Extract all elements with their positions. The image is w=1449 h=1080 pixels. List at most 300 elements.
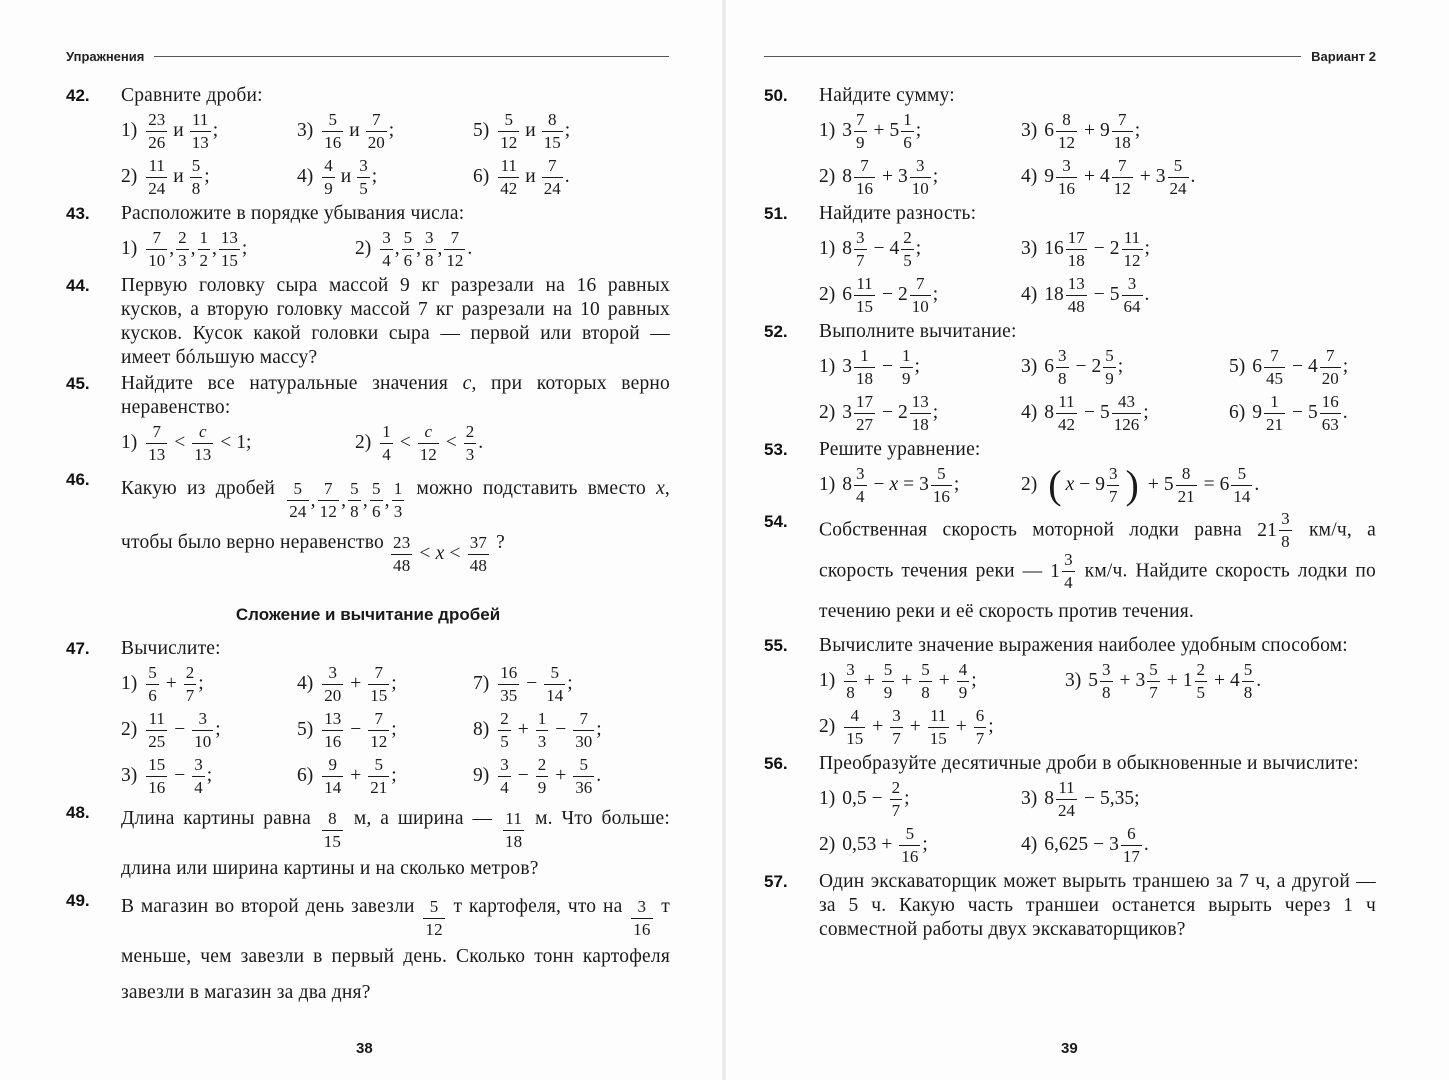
operator: <: [419, 543, 431, 564]
number: 9: [1100, 120, 1110, 141]
fraction: [1107, 465, 1120, 506]
conjunction: и: [349, 120, 360, 141]
punctuation: ;: [932, 402, 939, 423]
problem: [764, 84, 1376, 200]
operator: −: [1084, 402, 1095, 423]
numerator: 5: [937, 463, 946, 483]
fraction: [901, 229, 914, 270]
fraction: [899, 825, 920, 866]
number: 1: [1050, 560, 1061, 582]
operator: −: [882, 284, 893, 305]
sub-item-grid: [819, 776, 1376, 868]
numerator: 13: [1067, 273, 1085, 293]
fraction: [380, 423, 393, 464]
operator: −: [1093, 284, 1105, 305]
problem-number: 46.: [66, 470, 90, 489]
sub-item-label: 5): [297, 719, 314, 740]
punctuation: ;: [391, 673, 397, 694]
numerator: 7: [450, 227, 460, 247]
numerator: 16: [1321, 391, 1339, 411]
denominator: 16: [1058, 178, 1075, 198]
operator: +: [1214, 670, 1225, 691]
problem-number: 55.: [764, 636, 788, 655]
sub-item: [473, 108, 670, 154]
operator: =: [903, 474, 915, 495]
fraction: [498, 664, 519, 705]
math-expression: [1252, 393, 1347, 434]
running-head-title: Упражнения: [66, 48, 145, 64]
number: 16: [1044, 238, 1064, 259]
sub-item-label: 1): [819, 474, 836, 495]
punctuation: .: [596, 765, 602, 786]
math-expression: [320, 756, 396, 797]
denominator: 15: [543, 132, 561, 152]
number: 6: [1219, 474, 1230, 495]
denominator: 12: [419, 444, 437, 464]
denominator: 24: [543, 178, 561, 198]
numerator: 7: [374, 662, 383, 682]
sub-item: [1065, 658, 1376, 704]
number: 3: [898, 166, 908, 187]
fraction: [844, 661, 857, 702]
denominator: 4: [382, 444, 391, 464]
fraction: [444, 229, 465, 270]
fraction: [1112, 111, 1133, 152]
sub-item-label: 5): [1229, 356, 1246, 377]
problem-number: 42.: [66, 86, 90, 105]
numerator: 7: [1118, 155, 1127, 175]
sub-item: [121, 753, 297, 799]
fraction: [854, 275, 875, 316]
fraction: [928, 707, 949, 748]
sub-item-label: 4): [297, 673, 314, 694]
number: 2: [1091, 356, 1102, 377]
math-expression: [496, 756, 601, 797]
denominator: 20: [324, 685, 342, 705]
punctuation: .: [1190, 166, 1196, 187]
punctuation: ,: [362, 489, 368, 511]
numerator: 7: [579, 708, 588, 728]
numerator: 5: [1237, 463, 1247, 483]
problem-number: 54.: [764, 512, 788, 531]
punctuation: .: [1256, 670, 1262, 691]
conjunction: и: [173, 120, 184, 141]
math-expression: [1044, 347, 1123, 388]
fraction: [498, 710, 511, 751]
fraction: [318, 480, 339, 521]
number: 9: [1044, 166, 1054, 187]
denominator: 21: [1266, 414, 1283, 434]
running-head-title: Вариант 2: [1311, 48, 1376, 64]
sub-item-label: 3): [1021, 788, 1038, 809]
fraction: [1320, 347, 1341, 388]
denominator: 16: [932, 486, 950, 506]
numerator: 11: [856, 273, 873, 293]
denominator: 7: [1108, 486, 1118, 506]
sub-item-label: 2): [819, 284, 836, 305]
problem-number: 50.: [764, 86, 788, 105]
sub-item-label: 9): [473, 765, 490, 786]
fraction: [322, 810, 343, 851]
math-expression: [842, 779, 909, 820]
numerator: 7: [1270, 345, 1279, 365]
numerator: 3: [1102, 659, 1111, 679]
number: 6: [1044, 120, 1054, 141]
fraction: [1066, 275, 1087, 316]
fraction: [190, 157, 203, 198]
fraction: [322, 111, 343, 152]
punctuation: ;: [914, 356, 920, 377]
numerator: 37: [469, 532, 488, 552]
math-expression: [1044, 275, 1149, 316]
fraction: [498, 756, 511, 797]
math-expression: [496, 157, 569, 198]
math-expression: [496, 710, 601, 751]
number: 1: [1182, 670, 1193, 691]
problem-number: 53.: [764, 440, 788, 459]
sub-item: [355, 226, 670, 272]
number: 3: [1155, 166, 1166, 187]
punctuation: ,: [212, 238, 217, 259]
fraction: [192, 423, 213, 464]
problem-text: Один экскаваторщик может вырыть траншею за 7 ч, а другой — за 5 ч. Какую часть траншеи останется вырыть через 1 ч совместной работы двух экскаваторщиков?: [819, 871, 1376, 940]
numerator: 3: [1058, 345, 1067, 365]
page-number: 38: [356, 1040, 373, 1057]
numerator: 3: [1062, 155, 1071, 175]
sub-item-grid: [121, 420, 670, 466]
denominator: 9: [958, 682, 968, 702]
sub-item: [819, 108, 1021, 154]
operator: +: [872, 716, 884, 737]
fraction: [1056, 157, 1077, 198]
numerator: 5: [1149, 659, 1158, 679]
fraction: [418, 423, 439, 464]
math-expression: [1252, 347, 1348, 388]
math-expression: [144, 111, 218, 152]
sub-item: [819, 776, 1021, 822]
sub-item: [473, 661, 670, 707]
problem-list: [66, 84, 670, 575]
math-expression: [501, 810, 526, 851]
numerator: 7: [860, 155, 869, 175]
numerator: 23: [148, 109, 166, 129]
problem: [66, 84, 670, 200]
operator: −: [873, 238, 885, 259]
numerator: 1: [537, 708, 547, 728]
denominator: 12: [1058, 132, 1075, 152]
problem: [764, 870, 1376, 942]
fraction: [322, 157, 335, 198]
variable: x: [435, 543, 445, 564]
numerator: 1: [902, 345, 911, 365]
denominator: 9: [1105, 368, 1114, 388]
punctuation: .: [478, 432, 484, 453]
sub-item: [355, 420, 670, 466]
sub-item-label: 1): [819, 670, 836, 691]
math-expression: [842, 393, 938, 434]
conjunction: и: [340, 166, 352, 187]
fraction: [368, 664, 389, 705]
fraction: [1100, 661, 1113, 702]
denominator: 42: [1058, 414, 1075, 434]
math-expression: [1044, 111, 1140, 152]
problem: [66, 202, 670, 272]
denominator: 24: [148, 178, 166, 198]
denominator: 16: [324, 731, 342, 751]
sub-item-label: 3): [1021, 356, 1038, 377]
denominator: 10: [911, 296, 929, 316]
math-expression: [144, 423, 251, 464]
punctuation: ;: [915, 120, 922, 141]
operator: +: [350, 765, 362, 786]
problem-text: Найдите сумму:: [819, 85, 955, 106]
numerator: 9: [328, 754, 337, 774]
numerator: 11: [500, 155, 517, 175]
sub-item-grid: [819, 344, 1376, 436]
punctuation: ;: [241, 238, 248, 259]
problem-number: 48.: [66, 803, 90, 822]
sub-item-label: 2): [819, 166, 836, 187]
denominator: 8: [350, 502, 359, 521]
variable: x: [889, 474, 899, 495]
denominator: 16: [633, 920, 651, 939]
fraction: [573, 710, 594, 751]
fraction: [423, 229, 436, 270]
numerator: 3: [1127, 273, 1137, 293]
fraction: [910, 275, 931, 316]
operator: <: [445, 432, 457, 453]
number: 1: [236, 432, 246, 453]
operator: +: [1084, 166, 1095, 187]
operator: +: [1147, 474, 1159, 495]
fraction: [1103, 347, 1116, 388]
numerator: 5: [191, 155, 201, 175]
fraction: [854, 465, 867, 506]
operator: +: [955, 716, 967, 737]
numerator: 7: [1118, 109, 1127, 129]
conjunction: и: [525, 120, 536, 141]
math-expression: [629, 898, 654, 939]
fraction: [890, 779, 903, 820]
numerator: 7: [856, 109, 865, 129]
problem-text: Вычислите значение выражения наиболее удобным способом:: [819, 635, 1348, 656]
numerator: 2: [891, 777, 901, 797]
numerator: 3: [1064, 550, 1073, 569]
punctuation: ;: [1117, 356, 1124, 377]
denominator: 48: [393, 555, 411, 575]
sub-item-label: 2): [121, 166, 138, 187]
variable: c: [462, 373, 472, 394]
denominator: 8: [425, 250, 434, 270]
sub-item: [121, 226, 355, 272]
problem: [66, 889, 670, 1011]
numerator: 1: [860, 345, 869, 365]
operator: −: [517, 765, 529, 786]
denominator: 4: [856, 486, 865, 506]
denominator: 9: [324, 178, 333, 198]
fraction: [890, 707, 903, 748]
numerator: 7: [916, 273, 925, 293]
sub-item-label: 6): [1229, 402, 1246, 423]
math-expression: [496, 111, 570, 152]
fraction: [1279, 510, 1292, 551]
denominator: 12: [500, 132, 518, 152]
sub-item-label: 1): [121, 120, 138, 141]
numerator: 3: [382, 227, 391, 247]
operator: +: [165, 673, 177, 694]
number: 6: [842, 284, 852, 305]
denominator: 45: [1266, 368, 1283, 388]
numerator: 5: [550, 662, 559, 682]
sub-item: [1229, 344, 1376, 390]
sub-item: [473, 707, 670, 753]
number: 8: [1044, 402, 1054, 423]
denominator: 7: [891, 800, 901, 820]
denominator: 36: [575, 777, 593, 797]
sub-item: [1021, 272, 1376, 318]
punctuation: ,: [394, 238, 400, 259]
section-title: Сложение и вычитание дробей: [235, 605, 501, 624]
problem-text: Найдите все натуральные значения c, при которых верно неравенство:: [121, 373, 670, 418]
sub-item-label: 3): [121, 765, 138, 786]
fraction: [1195, 661, 1208, 702]
denominator: 12: [446, 250, 464, 270]
punctuation: ;: [904, 788, 910, 809]
punctuation: ;: [198, 673, 204, 694]
punctuation: ;: [391, 719, 397, 740]
problem: [66, 637, 670, 799]
math-expression: [842, 465, 959, 506]
punctuation: ,: [384, 489, 390, 511]
sub-item: [1021, 462, 1376, 508]
math-expression: [320, 664, 396, 705]
denominator: 8: [1281, 532, 1290, 551]
denominator: 16: [148, 777, 166, 797]
sub-item-label: 4): [1021, 166, 1038, 187]
denominator: 48: [469, 555, 488, 575]
punctuation: ;: [1134, 788, 1140, 809]
fraction: [391, 534, 412, 575]
punctuation: ,: [416, 238, 421, 259]
denominator: 26: [148, 132, 166, 152]
sub-item: [297, 707, 473, 753]
punctuation: ,: [310, 489, 316, 511]
denominator: 14: [324, 777, 342, 797]
fraction: [536, 710, 549, 751]
punctuation: ;: [932, 166, 939, 187]
sub-item: [819, 462, 1021, 508]
denominator: 15: [846, 728, 864, 748]
sub-item: [297, 154, 473, 200]
math-expression: [1044, 157, 1195, 198]
sub-item-label: 1): [121, 673, 138, 694]
number: 3: [1135, 670, 1146, 691]
sub-item: [297, 108, 473, 154]
header-rule: [154, 56, 669, 57]
operator: −: [1292, 402, 1303, 423]
numerator: 11: [1058, 391, 1075, 411]
numerator: 5: [293, 479, 303, 498]
operator: +: [901, 670, 913, 691]
number: 18: [1044, 284, 1064, 305]
numerator: 7: [374, 708, 383, 728]
number: 9: [1095, 474, 1105, 495]
denominator: 3: [465, 444, 475, 464]
problem-text: Преобразуйте десятичные дроби в обыкновенные и вычислите:: [819, 753, 1359, 774]
sub-item: [1021, 390, 1229, 436]
denominator: 5: [903, 250, 912, 270]
denominator: 7: [185, 685, 195, 705]
problem-text: Решите уравнение:: [819, 439, 981, 460]
numerator: 5: [328, 109, 337, 129]
numerator: 3: [425, 227, 434, 247]
sub-item-label: 2): [355, 238, 372, 259]
sub-item: [473, 154, 670, 200]
operator: −: [1093, 834, 1105, 855]
denominator: 7: [975, 728, 985, 748]
math-expression: [842, 707, 993, 748]
fraction: [1264, 347, 1285, 388]
number: 6: [1252, 356, 1262, 377]
fraction: [1056, 779, 1077, 820]
operator: +: [555, 765, 567, 786]
fraction: [854, 111, 867, 152]
sub-item-label: 2): [121, 719, 138, 740]
sub-item: [297, 753, 473, 799]
punctuation: ;: [596, 719, 602, 740]
number: 5,35: [1100, 788, 1135, 809]
problem-text: Вычислите:: [121, 638, 221, 659]
fraction: [882, 661, 895, 702]
number: 4: [889, 238, 900, 259]
numerator: 2: [537, 754, 547, 774]
number: 2: [1109, 238, 1120, 259]
left-page: [0, 0, 724, 1080]
denominator: 9: [856, 132, 865, 152]
number: 8: [1044, 788, 1054, 809]
denominator: 7: [1149, 682, 1158, 702]
punctuation: .: [1143, 834, 1149, 855]
numerator: 5: [403, 227, 413, 247]
denominator: 5: [359, 178, 368, 198]
sub-item-label: 7): [473, 673, 490, 694]
numerator: 6: [1127, 823, 1136, 843]
numerator: 3: [846, 659, 855, 679]
fraction: [919, 661, 932, 702]
fraction: [1231, 465, 1252, 506]
punctuation: .: [1254, 474, 1260, 495]
operator: −: [1079, 474, 1091, 495]
denominator: 4: [194, 777, 203, 797]
problem-text: Сравните дроби:: [121, 85, 263, 106]
fraction: [1066, 229, 1087, 270]
fraction: [348, 480, 361, 521]
operator: +: [517, 719, 529, 740]
number: 0,53: [842, 834, 877, 855]
fraction: [910, 393, 931, 434]
sub-item: [121, 420, 355, 466]
fraction: [1122, 275, 1143, 316]
fraction: [957, 661, 970, 702]
operator: +: [863, 670, 875, 691]
sub-item-label: 1): [121, 432, 138, 453]
sub-item: [819, 390, 1021, 436]
math-expression: [842, 661, 976, 702]
punctuation: ;: [988, 716, 994, 737]
fraction: [498, 157, 519, 198]
denominator: 24: [1058, 800, 1075, 820]
denominator: 7: [892, 728, 901, 748]
